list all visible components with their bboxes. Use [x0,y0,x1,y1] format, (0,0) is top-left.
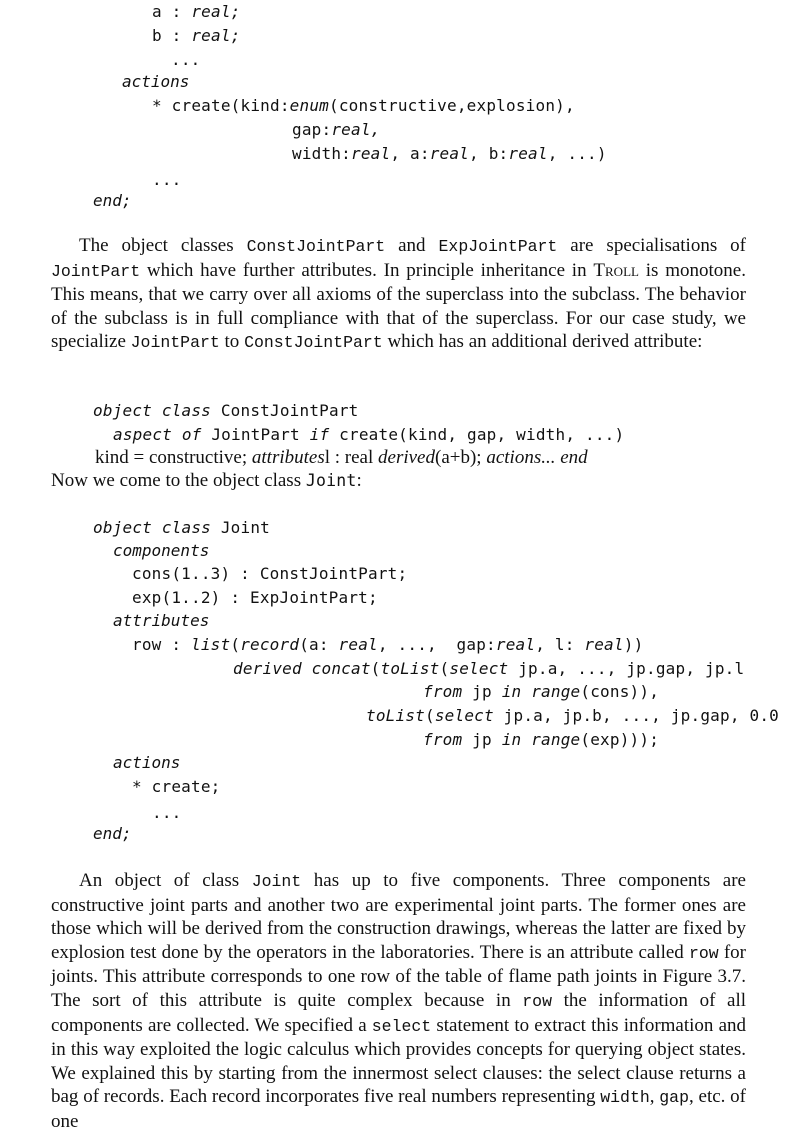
enum-keyword: enum [289,96,330,115]
text: Now we come to the object class [51,470,306,491]
code-text: ( [439,659,450,678]
tolist-keyword: toList [380,659,440,678]
transition-sentence [51,471,362,490]
code-line-row [132,637,643,653]
type-keyword: real; [191,26,241,45]
end-keyword: end; [93,191,132,210]
if-keyword: if [309,425,330,444]
text: , etc. of one [51,1086,746,1132]
object-class-keyword: object class [93,518,211,537]
code-text: jp [462,682,502,701]
type-keyword: real; [191,2,241,21]
code-term: JointPart [130,333,220,353]
code-term: ConstJointPart [244,333,383,353]
code-line-create: * create; [132,777,221,796]
code-text: jp.a, jp.b, ..., jp.gap, 0.0 [493,706,779,725]
text: to [219,331,245,353]
text: for joints. This attribute corresponds to one row of the table of flame path joints in Figure 3.7. The sort of this attribute is quite complex because in [51,941,746,1011]
code-text: width: [292,144,351,163]
code-term: JointPart [51,261,141,281]
text: are specialisations of [557,235,746,256]
text: (a+b); [435,447,487,468]
actions-keyword: actions [122,72,190,91]
components-keyword: components [113,541,210,560]
code-line-constjointpart [93,403,359,419]
type-keyword: real [429,144,470,163]
range-keyword: range [531,682,581,701]
text: kind = constructive; [95,447,252,468]
code-term: Joint [305,471,357,490]
actions-keyword: actions... end [486,447,588,468]
code-text: ConstJointPart [211,401,359,420]
code-term: ExpJointPart [438,237,558,256]
code-line-cons: cons(1..3) : ConstJointPart; [132,564,408,583]
select-keyword: select [434,706,494,725]
code-text: , ...) [547,144,607,163]
code-text: jp [462,730,502,749]
code-text: b : [152,26,192,45]
code-text: Joint [211,518,270,537]
record-keyword: record [240,635,300,654]
code-text: )) [623,635,644,654]
code-ellipsis: ... [152,803,182,822]
paragraph-joint-description [51,869,746,1134]
code-text: * create(kind: [152,96,290,115]
paragraph-specialisation [51,234,746,355]
code-text: gap: [292,120,332,139]
attributes-keyword: attributes [251,447,325,468]
code-text: , b: [469,144,509,163]
code-text: create(kind, gap, width, ...) [329,425,625,444]
code-ellipsis: ... [152,170,182,189]
type-keyword: real, [331,120,381,139]
text: which have further attributes. In principle inheritance in [140,259,594,281]
code-ellipsis: ... [171,50,201,69]
code-line-joint [93,520,270,536]
code-text: , a: [390,144,430,163]
in-keyword: in [501,730,522,749]
code-line-attr-a [152,4,241,20]
code-line-gap [292,122,381,138]
code-text: , l: [535,635,585,654]
code-line-tolist [366,708,779,724]
code-text: ( [230,635,241,654]
text: An object of class [79,870,252,891]
text: : [356,470,362,491]
code-text [521,730,531,749]
actions-keyword: actions [113,753,181,772]
tolist-keyword: toList [366,706,425,725]
code-term: select [371,1016,432,1036]
type-keyword: real [338,635,378,654]
code-text: row : [132,635,191,654]
code-text: a : [152,2,192,21]
in-keyword: in [501,682,522,701]
text: is monotone. This means, that we carry over all axioms of the superclass into the subclass. The behavior of the subclass is in full compliance with that of the superclass. For our case study, we specialize [51,259,746,353]
troll-name: Troll [593,259,639,281]
text: has up to five components. Three components are constructive joint parts and another two are experimental joint parts. The former ones are those which will be derived from the construction drawings, whereas the latter are fixed by explosion test done by the operators in the laboratories. There is an attribute called [51,870,746,963]
code-text: (exp))); [580,730,660,749]
from-keyword: from [423,682,463,701]
end-keyword: end; [93,824,132,843]
range-keyword: range [531,730,581,749]
text: The object classes [79,235,247,256]
select-keyword: select [449,659,509,678]
code-term: row [688,943,719,963]
type-keyword: real [495,635,536,654]
aspect-keyword: aspect of [113,425,202,444]
code-line-from-exp [423,732,659,748]
text: l : real [324,447,379,468]
code-term: ConstJointPart [246,237,386,256]
attributes-keyword: attributes [113,611,210,630]
text: , [649,1086,660,1108]
code-text: ( [370,659,381,678]
code-text: ( [425,706,435,725]
code-term: Joint [251,872,302,891]
code-term: width [600,1088,650,1108]
code-line-aspect [113,427,624,443]
code-term: gap [659,1088,689,1108]
code-text [521,682,531,701]
code-line-width [292,146,607,162]
text: and [385,235,439,256]
code-line-attr-b [152,28,241,44]
text: the information of all components are collected. We specified a [51,989,746,1036]
text: statement to extract this information and in this way exploited the logic calculus which provides concepts for querying object states. We explained this by starting from the innermost select clauses: the select clause returns a bag of records. Each record incorporates five real numbers representing [51,1014,746,1108]
type-keyword: real [508,144,548,163]
type-keyword: real [584,635,624,654]
code-text: (constructive,explosion), [329,96,575,115]
code-line-derived [233,661,744,677]
derived-keyword: derived [378,447,435,468]
list-keyword: list [191,635,231,654]
code-line-kind [95,448,588,467]
object-class-keyword: object class [93,401,211,420]
code-text: JointPart [201,425,310,444]
type-keyword: real [351,144,391,163]
code-text: jp.a, ..., jp.gap, jp.l [508,659,745,678]
code-line-from-cons [423,684,659,700]
code-text: , ..., gap: [377,635,496,654]
code-text: (cons)), [580,682,660,701]
text: which has an additional derived attribute: [382,331,703,353]
code-term: row [522,991,552,1011]
derived-concat-keyword: derived concat [233,659,371,678]
code-line-exp: exp(1..2) : ExpJointPart; [132,588,378,607]
code-text: (a: [299,635,339,654]
from-keyword: from [423,730,463,749]
code-line-create [152,98,575,114]
